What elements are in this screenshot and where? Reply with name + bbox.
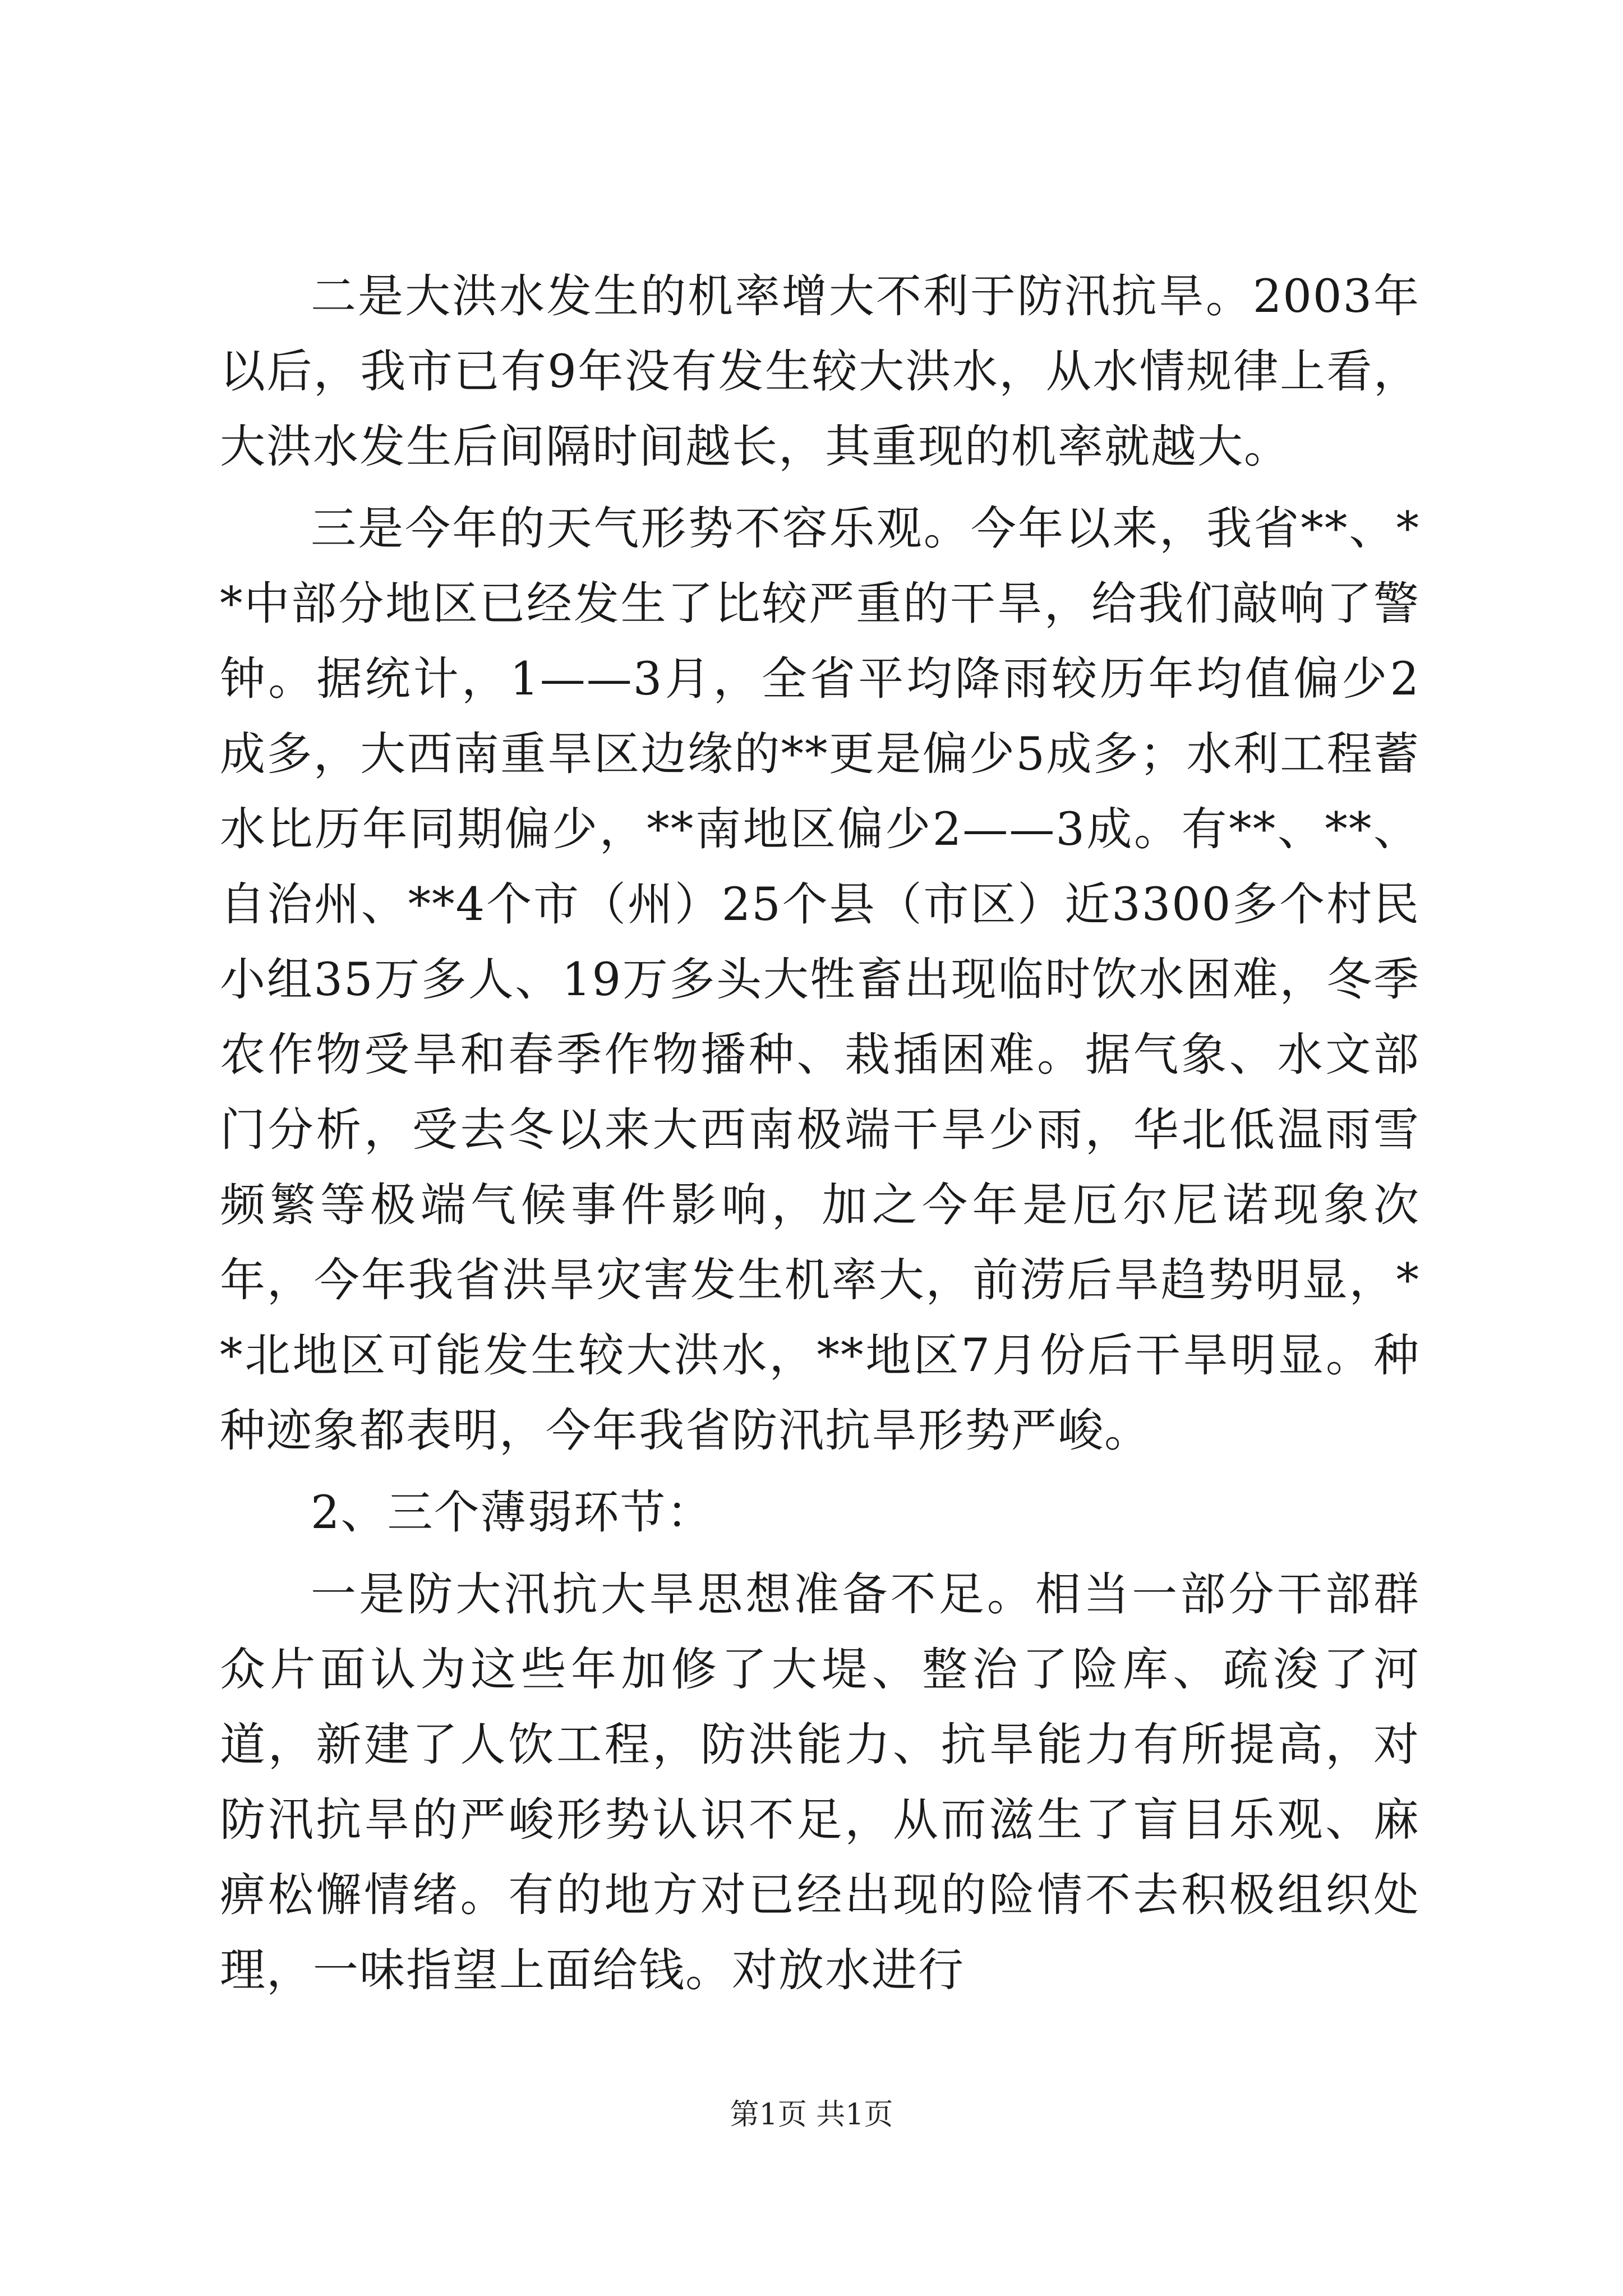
paragraph-weather-situation: 三是今年的天气形势不容乐观。今年以来，我省**、**中部分地区已经发生了比较严重的干旱，给我们敲响了警钟。据统计，1——3月，全省平均降雨较历年均值偏少2成多，大西南重旱区边缘的**更是偏少5成多；水利工程蓄水比历年同期偏少，**南地区偏少2——3成。有**、**、自治州、**4个市（州）25个县（市区）近3300多个村民小组35万多人、19万多头大牲畜出现临时饮水困难，冬季农作物受旱和春季作物播种、栽插困难。据气象、水文部门分析，受去冬以来大西南极端干旱少雨，华北低温雨雪频繁等极端气候事件影响，加之今年是厄尔尼诺现象次年，今年我省洪旱灾害发生机率大，前涝后旱趋势明显，**北地区可能发生较大洪水，**地区7月份后干旱明显。种种迹象都表明，今年我省防汛抗旱形势严峻。 [220,503,1420,1457]
document-body [220,259,1420,2015]
paragraph-section-heading: 2、三个薄弱环节： [311,1487,713,1539]
page-number-footer: 第1页 共1页 [730,2098,893,2132]
paragraph-flood-probability: 二是大洪水发生的机率增大不利于防汛抗旱。2003年以后，我市已有9年没有发生较大洪水，从水情规律上看，大洪水发生后间隔时间越长，其重现的机率就越大。 [220,270,1420,473]
paragraph-preparation-shortfall: 一是防大汛抗大旱思想准备不足。相当一部分干部群众片面认为这些年加修了大堤、整治了险库、疏浚了河道，新建了人饮工程，防洪能力、抗旱能力有所提高，对防汛抗旱的严峻形势认识不足，从而滋生了盲目乐观、麻痹松懈情绪。有的地方对已经出现的险情不去积极组织处理，一味指望上面给钱。对放水进行 [220,1568,1420,1997]
